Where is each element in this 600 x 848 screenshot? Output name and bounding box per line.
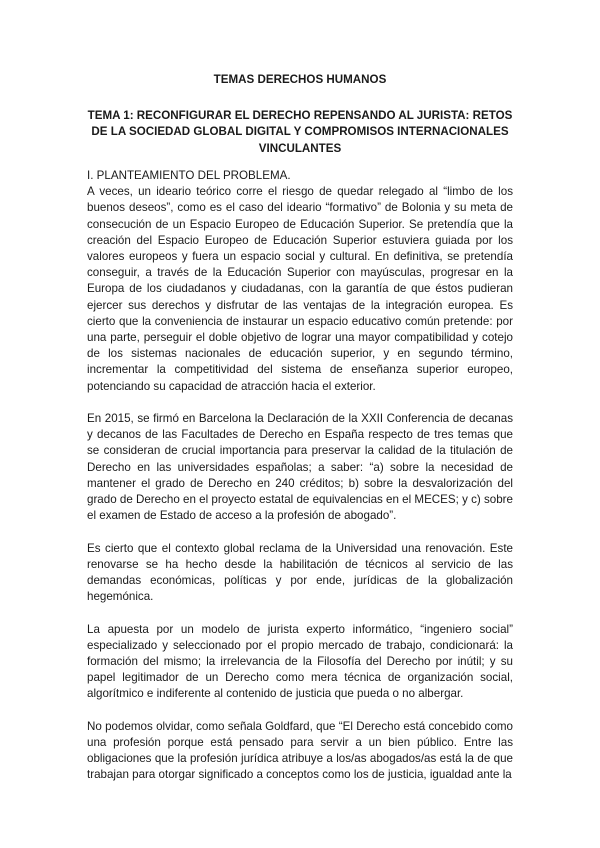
paragraph-4: La apuesta por un modelo de jurista experto informático, “ingeniero social” especializado y seleccionado por el propio mercado de trabajo, condicionará: la formación del mismo; la irrelevancia de la Filosofía del Derecho por inútil; y su papel legitimador de un Derecho como mera técnica de organización social, algorítmico e indiferente al contenido de justicia que pueda o no albergar. xyxy=(87,622,513,701)
paragraph-5: No podemos olvidar, como señala Goldfard, que “El Derecho está concebido como una profesión porque está pensado para servir a un bien público. Entre las obligaciones que la profesión jurídica atribuye a los/as abogados/as está la de que trabajan para otorgar significado a conceptos como los de justicia, igualdad ante la xyxy=(87,719,513,782)
paragraph-1: A veces, un ideario teórico corre el riesgo de quedar relegado al “limbo de los buenos deseos”, como es el caso del ideario “formativo” de Bolonia y su meta de consecución de un Espacio Europeo de Educación Superior. Se pretendía que la creación del Espacio Europeo de Educación Superior estuviera guiada por los valores europeos y fuera un espacio social y cultural. En definitiva, se pretendía conseguir, a través de la Educación Superior con mayúsculas, progresar en la Europa de los ciudadanos y ciudadanas, con la garantía de que éstos pudieran ejercer sus derechos y disfrutar de las ventajas de la integración europea. Es cierto que la conveniencia de instaurar un espacio educativo común pretende: por una parte, perseguir el doble objetivo de lograr una mayor compatibilidad y cotejo de los sistemas nacionales de educación superior, y en segundo término, incrementar la competitividad del sistema de enseñanza superior europeo, potenciando su capacidad de atracción hacia el exterior. xyxy=(87,185,513,393)
paragraph-3: Es cierto que el contexto global reclama de la Universidad una renovación. Este renovarse se ha hecho desde la habilitación de técnicos al servicio de las demandas económicas, políticas y por ende, jurídicas de la globalización hegemónica. xyxy=(87,541,513,604)
document-title: TEMAS DERECHOS HUMANOS xyxy=(213,73,387,86)
topic-title: TEMA 1: RECONFIGURAR EL DERECHO REPENSANDO AL JURISTA: RETOS DE LA SOCIEDAD GLOBAL DIGITAL Y COMPROMISOS INTERNACIONALES VINCULANTES xyxy=(87,109,513,155)
section-heading: I. PLANTEAMIENTO DEL PROBLEMA. xyxy=(87,168,291,182)
paragraph-2: En 2015, se firmó en Barcelona la Declaración de la XXII Conferencia de decanas y decanos de las Facultades de Derecho en España respecto de tres temas que se consideran de crucial importancia para preservar la calidad de la titulación de Derecho en las universidades españolas; a saber: “a) sobre la necesidad de mantener el grado de Derecho en 240 créditos; b) sobre la desvalorización del grado de Derecho en el proyecto estatal de equivalencias en el MECES; y c) sobre el examen de Estado de acceso a la profesión de abogado”. xyxy=(87,411,513,523)
